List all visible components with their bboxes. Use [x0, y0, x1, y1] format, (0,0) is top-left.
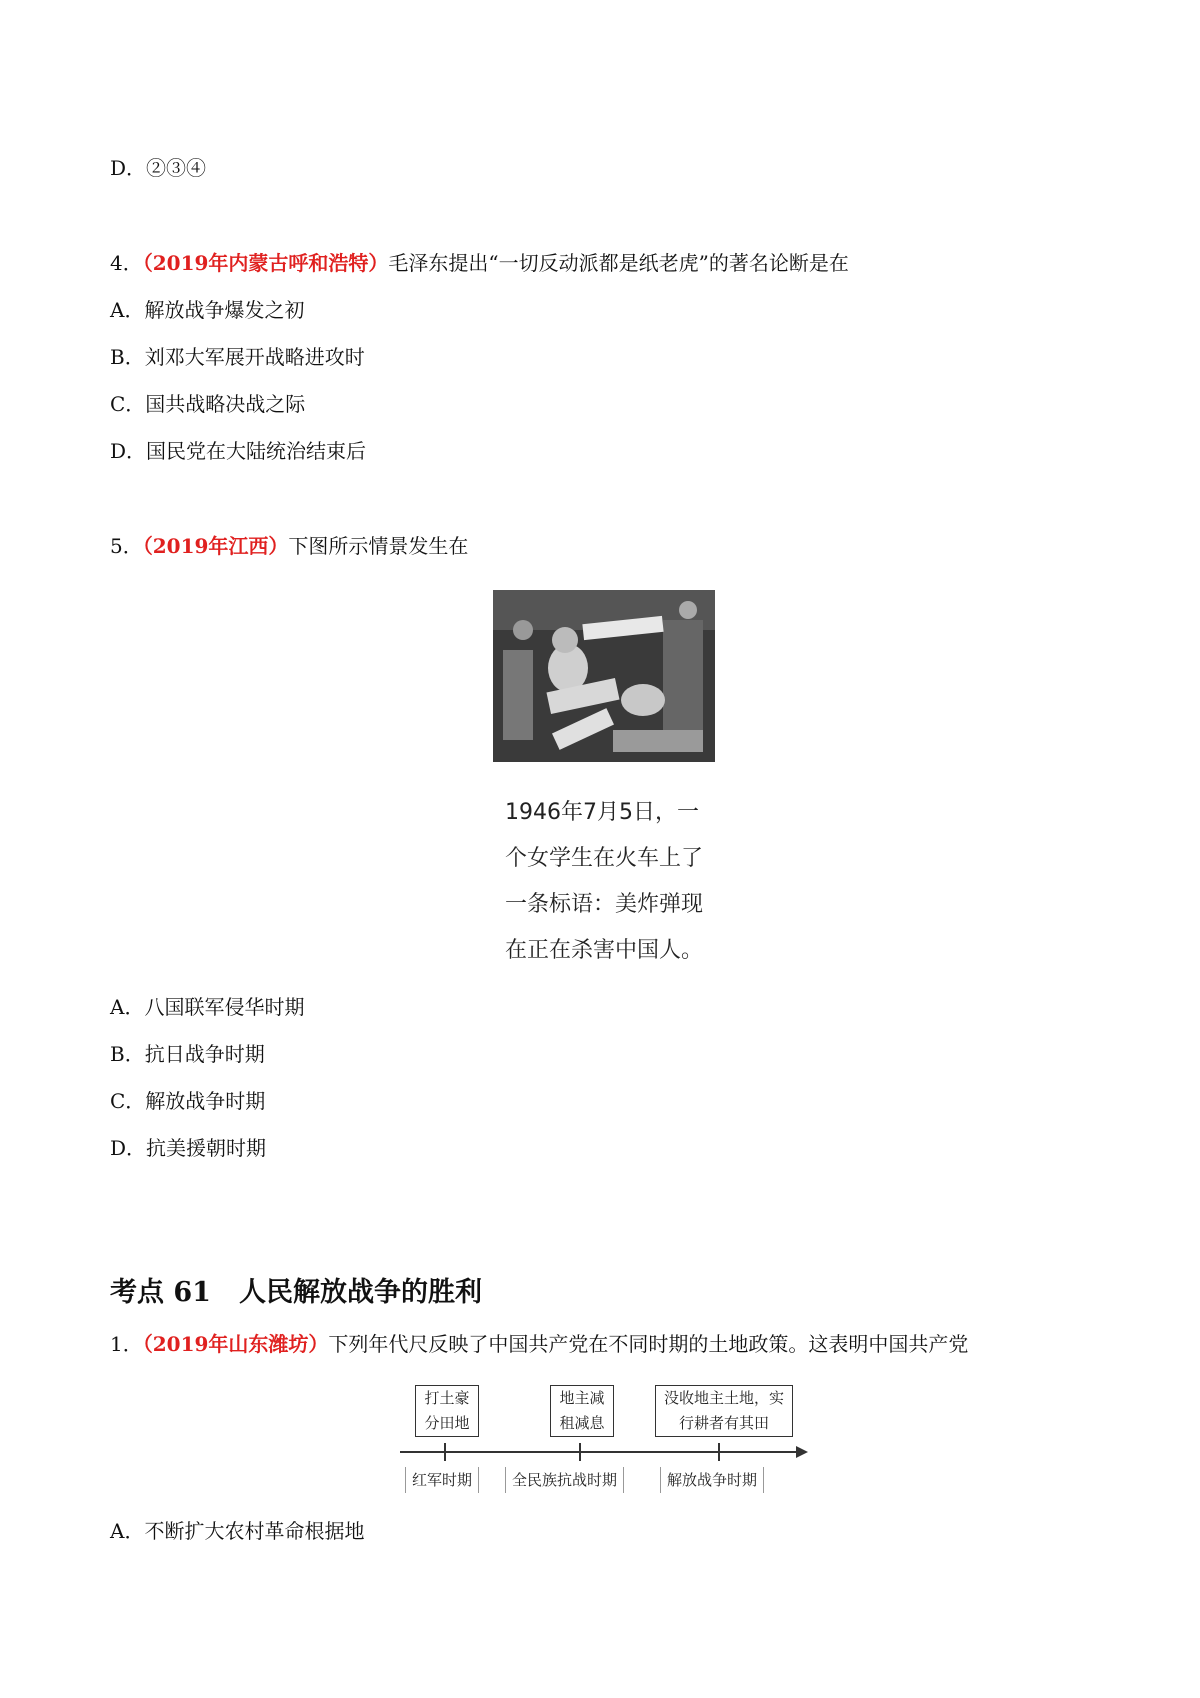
timeline-box-1: [415, 1385, 479, 1437]
q4-option-b: B．刘邓大军展开战略进攻时: [110, 345, 365, 369]
section-question-1-stem: [110, 1330, 968, 1358]
question-source: （2019年山东潍坊）: [142, 1332, 329, 1356]
timeline-tick: [579, 1443, 581, 1461]
q4-option-c: C．国共战略决战之际: [110, 392, 306, 416]
timeline-period: 解放战争时期: [660, 1467, 764, 1493]
question-text: 下列年代尺反映了中国共产党在不同时期的土地政策。这表明中国共产党: [328, 1332, 969, 1356]
question-number: 1．: [110, 1332, 143, 1356]
s-q1-option-a: A．不断扩大农村革命根据地: [110, 1519, 365, 1543]
timeline-period: 红军时期: [405, 1467, 479, 1493]
q5-option-d: D．抗美援朝时期: [110, 1136, 267, 1160]
caption-line: 在正在杀害中国人。: [505, 938, 704, 963]
timeline-box-text: 没收地主土地，实: [663, 1389, 784, 1407]
q4-option-a: A．解放战争爆发之初: [110, 298, 305, 322]
q5-option-c: C．解放战争时期: [110, 1089, 266, 1113]
caption-line: 个女学生在火车上了: [505, 846, 704, 871]
q4-option-d: D．国民党在大陆统治结束后: [110, 439, 367, 463]
timeline-box-2: [550, 1385, 614, 1437]
timeline-axis: [400, 1451, 800, 1453]
photo-caption: [505, 790, 703, 974]
land-policy-timeline: [400, 1385, 810, 1500]
timeline-arrow-icon: [796, 1446, 808, 1458]
q5-option-a: A．八国联军侵华时期: [110, 995, 305, 1019]
section-heading: [110, 1275, 482, 1311]
timeline-period: 全民族抗战时期: [505, 1467, 624, 1493]
section-label: 考点 61: [110, 1277, 211, 1308]
question-text: 毛泽东提出“一切反动派都是纸老虎”的著名论断是在: [388, 251, 849, 275]
option-d-prev: D．②③④: [110, 156, 207, 180]
q5-option-b: B．抗日战争时期: [110, 1042, 265, 1066]
historical-photo: [493, 590, 715, 762]
question-source: （2019年江西）: [142, 534, 289, 558]
timeline-tick: [718, 1443, 720, 1461]
caption-line: 1946年7月5日，一: [505, 800, 699, 825]
question-text: 下图所示情景发生在: [288, 534, 469, 558]
timeline-box-text: 行耕者有其田: [678, 1414, 769, 1432]
timeline-box-text: 分田地: [424, 1414, 470, 1432]
timeline-box-text: 打土豪: [424, 1389, 470, 1407]
timeline-box-3: [655, 1385, 793, 1437]
question-4-stem: [110, 249, 849, 277]
question-5-stem: [110, 532, 468, 560]
timeline-box-text: 租减息: [559, 1414, 605, 1432]
section-title: 人民解放战争的胜利: [238, 1277, 482, 1308]
question-source: （2019年内蒙古呼和浩特）: [142, 251, 389, 275]
timeline-box-text: 地主减: [559, 1389, 605, 1407]
question-number: 4．: [110, 251, 143, 275]
timeline-tick: [444, 1443, 446, 1461]
question-number: 5．: [110, 534, 143, 558]
caption-line: 一条标语：美炸弹现: [505, 892, 704, 917]
